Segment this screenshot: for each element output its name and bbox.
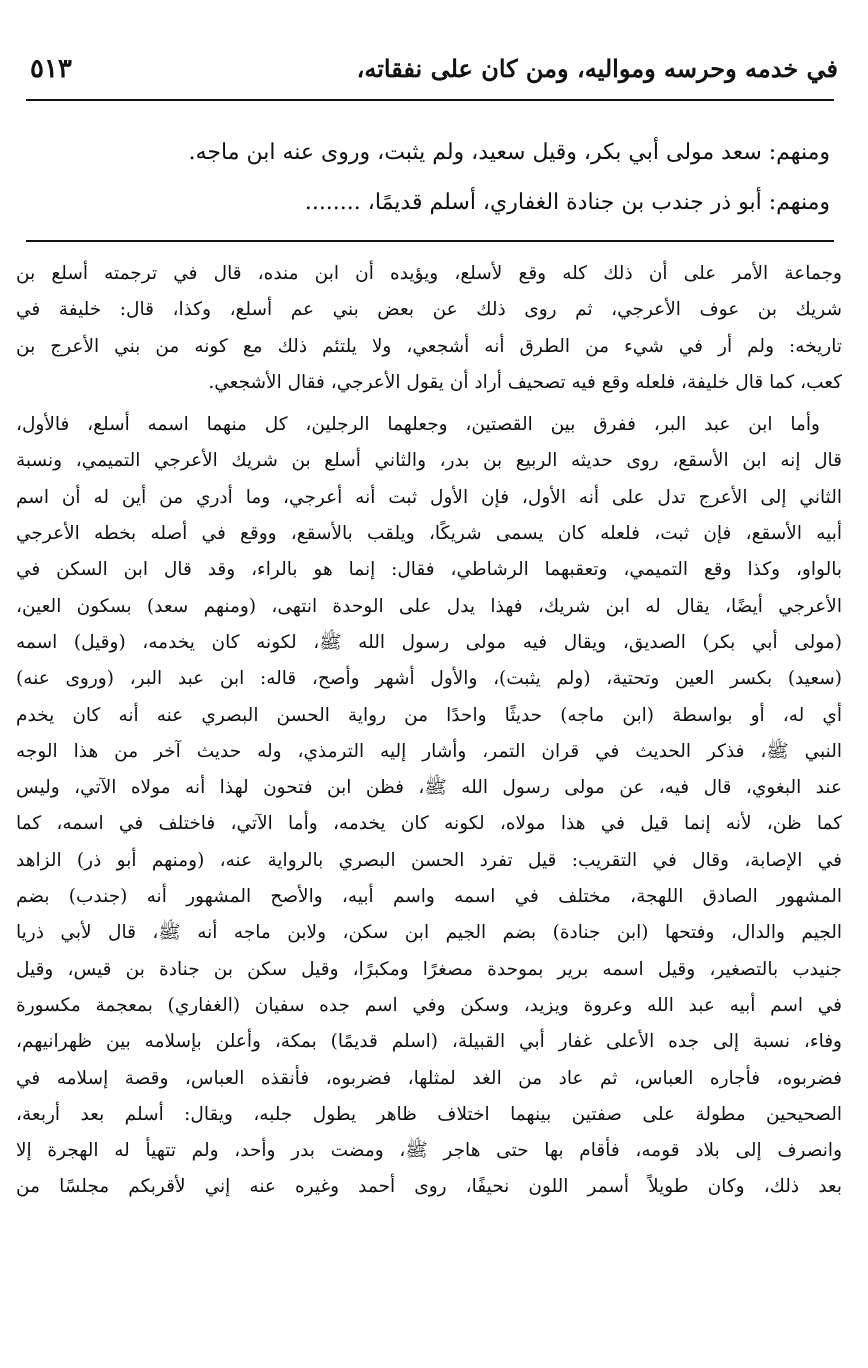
commentary-paragraph	[16, 256, 842, 401]
commentary-text	[16, 256, 842, 1212]
text-line: (مولى أبي بكر) الصديق، ويقال فيه مولى رسول الله ﷺ، لكونه كان يخدمه، (وقيل) اسمه	[16, 631, 842, 653]
text-line: عند البغوي، قال فيه، عن مولى رسول الله ﷺ، فظن ابن فتحون لهذا أنه مولاه الآتي، وليس	[16, 777, 842, 799]
text-line: أبيه الأسقع، فإن ثبت، فلعله كان يسمى شريكًا، ويلقب بالأسقع، ووقع في أصله بخطه الأعرجي	[16, 523, 842, 545]
text-line: قال إنه ابن الأسقع، روى حديثه الربيع بن بدر، والثاني أسلع بن شريك الأعرجي التميمي، ونسبة	[16, 450, 842, 472]
matn-line: ومنهم: سعد مولى أبي بكر، وقيل سعيد، ولم يثبت، وروى عنه ابن ماجه.	[188, 140, 830, 165]
text-line: جنيدب بالتصغير، وقيل اسمه برير بموحدة مصغرًا ومكبرًا، وقيل سكن بن جنادة بن قيس، وقيل	[16, 958, 842, 980]
matn-separator-rule	[26, 240, 834, 242]
page-number: ٥١٣	[30, 54, 72, 84]
text-line: بعد ذلك، وكان طويلاً أسمر اللون نحيفًا، روى أحمد وغيره عنه إني لأقربكم مجلسًا من	[16, 1176, 842, 1198]
text-line: وانصرف إلى بلاد قومه، فأقام بها حتى هاجر ﷺ، ومضت بدر وأحد، ولم تتهيأ له الهجرة إلا	[16, 1140, 842, 1162]
text-line: شريك بن عوف الأعرجي، ثم روى ذلك عن بعض بني عم أسلع، وكذا، قال: خليفة في	[16, 299, 842, 321]
text-line: كما ظن، لأنه إنما قيل في هذا مولاه، لكونه كان يخدمه، وأما الآتي، فاختلف في اسمه، كما	[16, 813, 842, 835]
text-line: الصحيحين مطولة على صفتين بينهما اختلاف ظاهر يطول جلبه، ويقال: أسلم بعد أربعة،	[16, 1103, 842, 1125]
text-line: فضربوه، فأجاره العباس، ثم عاد من الغد لمثلها، فضربوه، فأنقذه العباس، وقصة إسلامه في	[16, 1067, 842, 1089]
text-line: في الإصابة، وقال في التقريب: قيل تفرد الحسن البصري بالرواية عنه، (ومنهم أبو ذر) الزاهد	[16, 849, 842, 871]
header-rule	[26, 99, 834, 101]
text-line: النبي ﷺ، فذكر الحديث في قران التمر، وأشار إليه الترمذي، وله حديث آخر من هذا الوجه	[16, 740, 842, 762]
text-line: في اسم أبيه عبد الله وعروة ويزيد، وسكن وفي اسم جده سفيان (الغفاري) بمعجمة مكسورة	[16, 994, 842, 1016]
matn-line: ومنهم: أبو ذر جندب بن جنادة الغفاري، أسلم قديمًا، ........	[304, 190, 830, 215]
text-line: وفاء، نسبة إلى جده الأعلى غفار أبي القبيلة، (اسلم قديمًا) بمكة، وأعلن بإسلامه بين ظهرانيهم،	[16, 1031, 842, 1053]
commentary-paragraph	[16, 407, 842, 1206]
running-header-title: في خدمه وحرسه ومواليه، ومن كان على نفقاته،	[356, 54, 838, 83]
text-line: المشهور الصادق اللهجة، مختلف في اسمه واسم أبيه، والأصح المشهور أنه (جندب) بضم	[16, 886, 842, 908]
matn-text	[30, 128, 830, 228]
text-line: (سعيد) بكسر العين وتحتية، (ولم يثبت)، والأول أشهر وأصح، قاله: ابن عبد البر، (وروى عنه)	[16, 668, 842, 690]
text-line: الأعرجي أيضًا، يقال له ابن شريك، فهذا يدل على الوحدة انتهى، (ومنهم سعد) بسكون العين،	[16, 595, 842, 617]
text-line: وجماعة الأمر على أن ذلك كله وقع لأسلع، ويؤيده أن ابن منده، قال في ترجمته أسلع بن	[16, 263, 842, 284]
text-line: تاريخه: ولم أر في شيء من الطرق أنه أشجعي، ولا يلتئم ذلك مع كونه من بني الأعرج بن	[16, 335, 842, 357]
text-line: الثاني إلى الأعرج تدل على أنه الأول، فإن الأول ثبت أنه أعرجي، وما أدري من أين له أن اسم	[16, 486, 842, 508]
running-header	[30, 44, 838, 94]
text-line: الجيم والدال، وفتحها (ابن جنادة) بضم الجيم ابن سكن، ولابن ماجه أنه ﷺ، قال لأبي ذريا	[16, 922, 842, 944]
text-line: كعب، كما قال خليفة، فلعله وقع فيه تصحيف أراد أن يقول الأعرجي، فقال الأشجعي.	[208, 371, 842, 393]
text-line: أي له، أو بواسطة (ابن ماجه) حديثًا واحدًا من رواية الحسن البصري عنه أنه كان يخدم	[16, 704, 842, 726]
text-line: بالواو، وكذا وقع التميمي، وتعقبهما الرشاطي، فقال: إنما هو بالراء، وقد قال ابن السكن في	[16, 559, 842, 581]
text-line: وأما ابن عبد البر، ففرق بين القصتين، وجعلهما الرجلين، كل منهما اسمه أسلع، فالأول،	[16, 414, 820, 436]
